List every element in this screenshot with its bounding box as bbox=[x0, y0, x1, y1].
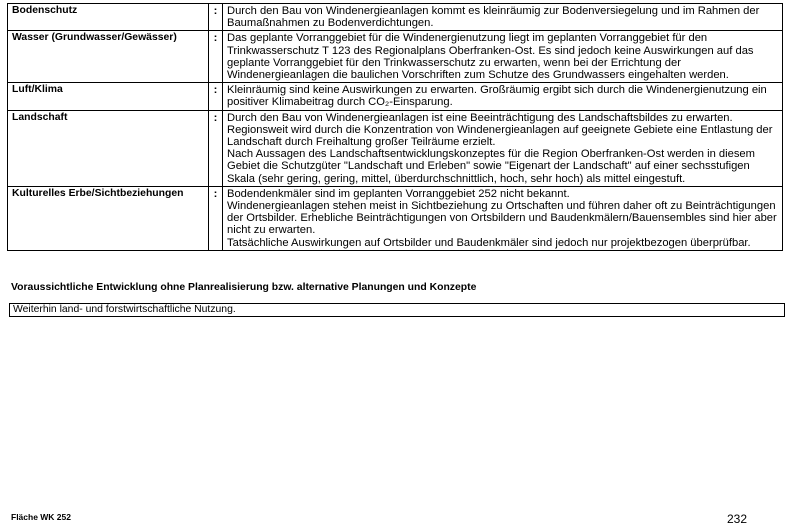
row-colon: : bbox=[209, 186, 223, 250]
row-description bbox=[223, 186, 783, 250]
row-description bbox=[223, 83, 783, 110]
section-heading: Voraussichtliche Entwicklung ohne Planrealisierung bzw. alternative Planungen und Konzepte bbox=[11, 282, 477, 293]
impact-table bbox=[7, 3, 783, 251]
row-topic: Landschaft bbox=[8, 110, 209, 186]
row-description bbox=[223, 110, 783, 186]
row-topic: Wasser (Grundwasser/Gewässer) bbox=[8, 31, 209, 83]
description-paragraph: Kleinräumig sind keine Auswirkungen zu erwarten. Großräumig ergibt sich durch die Windenergienutzung ein positiver Klimabeitrag durch CO₂-Einsparung. bbox=[227, 84, 767, 109]
footer-label: Fläche WK 252 bbox=[11, 512, 71, 522]
row-topic: Bodenschutz bbox=[8, 4, 209, 31]
development-box: Weiterhin land- und forstwirtschaftliche Nutzung. bbox=[9, 303, 785, 317]
row-description bbox=[223, 4, 783, 31]
row-topic: Luft/Klima bbox=[8, 83, 209, 110]
description-paragraph: Das geplante Vorranggebiet für die Windenergienutzung liegt im geplanten Vorranggebiet für den Trinkwasserschutz T 123 des Regionalplans Oberfranken-Ost. Es sind jedoch keine Auswirkungen auf das geplante Vorranggebiet für den Trinkwasserschutz zu erwarten, wenn bei der Errichtung der Windenergieanlagen die baulichen Vorschriften zum Schutze des Grundwassers eingehalten werden. bbox=[227, 32, 754, 82]
table-row bbox=[8, 4, 783, 31]
table-row bbox=[8, 110, 783, 186]
row-colon: : bbox=[209, 31, 223, 83]
description-paragraph: Nach Aussagen des Landschaftsentwicklungskonzeptes für die Region Oberfranken-Ost werden in diesem Gebiet die Schutzgüter "Landschaft und Erleben" sowie "Eigenart der Landschaft" auf einer sechsstufigen Skala (sehr gering, gering, mittel, überdurchschnittlich, hoch, sehr hoch) als mittel eingestuft. bbox=[227, 148, 755, 185]
row-colon: : bbox=[209, 83, 223, 110]
row-colon: : bbox=[209, 4, 223, 31]
row-description bbox=[223, 31, 783, 83]
row-topic: Kulturelles Erbe/Sichtbeziehungen bbox=[8, 186, 209, 250]
table-row bbox=[8, 186, 783, 250]
description-paragraph: Durch den Bau von Windenergieanlagen kommt es kleinräumig zur Bodenversiegelung und im Rahmen der Baumaßnahmen zu Bodenverdichtungen. bbox=[227, 5, 760, 30]
description-paragraph: Bodendenkmäler sind im geplanten Vorranggebiet 252 nicht bekannt. bbox=[227, 187, 570, 200]
table-row bbox=[8, 83, 783, 110]
description-paragraph: Tatsächliche Auswirkungen auf Ortsbilder und Baudenkmäler sind jedoch nur projektbezogen überprüfbar. bbox=[227, 236, 751, 249]
impact-table-body bbox=[8, 4, 783, 251]
description-paragraph: Windenergieanlagen stehen meist in Sichtbeziehung zu Ortschaften und führen daher oft zu Beinträchtigungen der Ortsbilder. Erhebliche Beinträchtigungen von Ortsbildern und Baudenkmälern/Bauensembles sind hier aber nicht zu erwarten. bbox=[227, 200, 777, 237]
table-row bbox=[8, 31, 783, 83]
row-colon: : bbox=[209, 110, 223, 186]
description-paragraph: Durch den Bau von Windenergieanlagen ist eine Beeinträchtigung des Landschaftsbildes zu erwarten. Regionsweit wird durch die Konzentration von Windenergieanlagen auf geeignete Gebiete eine Entlastung der Landschaft durch Freihaltung großer Teilräume erzielt. bbox=[227, 111, 773, 149]
page-number: 232 bbox=[726, 512, 747, 526]
